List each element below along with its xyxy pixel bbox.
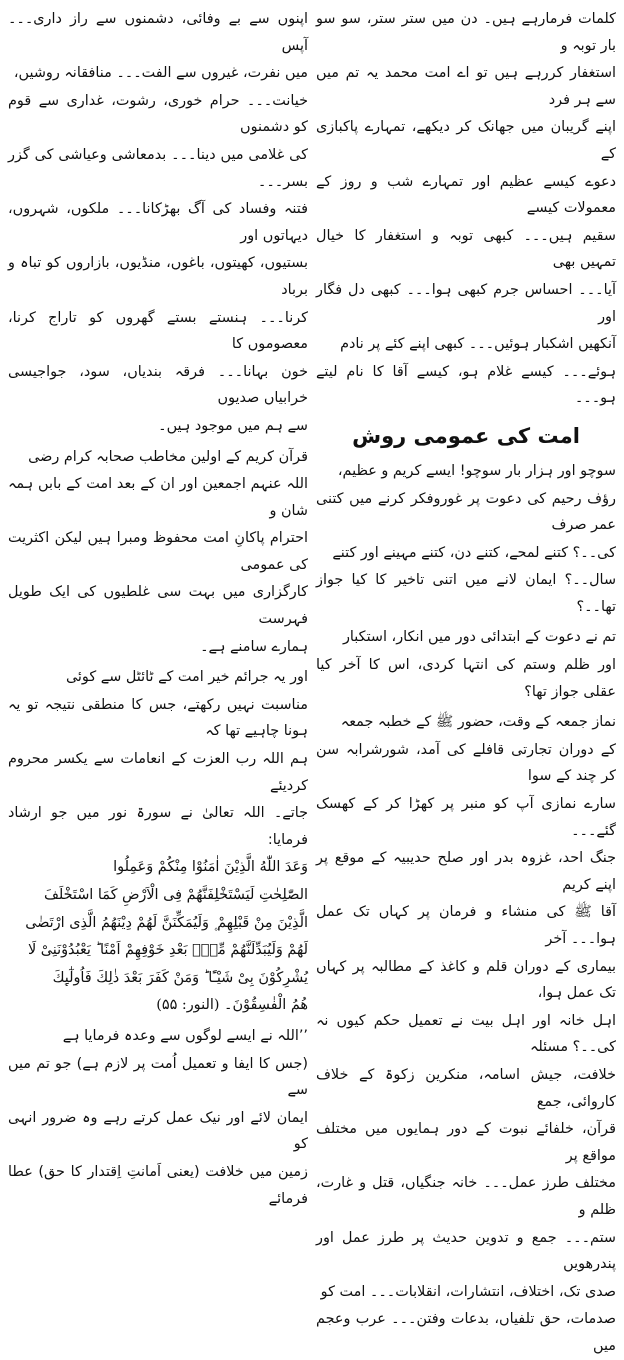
text-line: سال۔۔؟ ایمان لانے میں اتنی تاخیر کا کیا جواز تھا۔۔؟ (316, 572, 616, 615)
paragraph-history (316, 709, 616, 1359)
verse-line: لَهُمْ وَلَیُبَدِّلَنَّهُمْ مِّنْۢ بَعْدِ خَوْفِهِمْ اَمْنًا ؕ یَعْبُدُوْنَنِیْ لَا (27, 942, 308, 959)
verse-line: الصّٰلِحٰتِ لَیَسْتَخْلِفَنَّهُمْ فِی الْاَرْضِ كَمَا اسْتَخْلَفَ (43, 887, 308, 903)
text-line: بستیوں، کھیتوں، باغوں، منڈیوں، بازاروں کو تباہ و برباد (8, 255, 308, 298)
paragraph-misdeeds (8, 6, 308, 440)
text-line: اور ظلم وستم کی انتہا کردی، اس کا آخر کیا عقلی جواز تھا؟ (316, 657, 616, 700)
verse-line: الَّذِیْنَ مِنْ قَبْلِهِمْ ۪ وَلَیُمَكِّنَنَّ لَهُمْ دِیْنَهُمُ الَّذِی ارْتَضٰى (25, 914, 308, 931)
text-line: جنگ احد، غزوہ بدر اور صلح حدیبیہ کے موقع پر اپنے کریم (316, 850, 616, 893)
section-heading: امت کی عمومی روش (352, 423, 580, 448)
text-line: نماز جمعہ کے وقت، حضور ﷺ کے خطبہ جمعہ (340, 714, 616, 731)
quran-verse (8, 854, 308, 1019)
text-line: کی غلامی میں دینا۔۔۔ بدمعاشی وعیاشی کی گزر بسر۔۔۔ (8, 146, 308, 190)
text-line: صدمات، حق تلفیاں، بدعات وفتن۔۔۔ عرب وعجم میں (316, 1311, 616, 1354)
paragraph-companions (8, 444, 308, 661)
text-line: اور یہ جرائم خیر امت کے ٹائٹل سے کوئی (65, 669, 308, 686)
text-line: آقا ﷺ کی منشاء و فرمان پر کہاں تک عمل ہوا۔۔۔ آخر (316, 904, 616, 947)
text-line: کی۔۔؟ کتنے لمحے، کتنے دن، کتنے مہینے اور کتنے (332, 544, 616, 561)
text-line: آیا۔۔۔ احساس جرم کبھی ہوا۔۔۔ کبھی دل فگار اور (316, 281, 616, 325)
text-line: اہل خانہ اور اہل بیت نے تعمیل حکم کیوں نہ کی۔۔؟ مسئلہ (316, 1012, 616, 1056)
paragraph-repentance (316, 6, 616, 412)
text-line: سقیم ہیں۔۔۔ کبھی توبہ و استغفار کا خیال تمہیں بھی (316, 227, 616, 271)
text-line: اپنوں سے بے وفائی، دشمنوں سے راز داری۔۔۔ آپس (8, 11, 308, 54)
text-line: سوچو اور ہزار بار سوچو! ایسے کریم و عظیم، (337, 462, 616, 479)
text-line: بیماری کے دوران قلم و کاغذ کے مطالبہ پر کہاں تک عمل ہوا، (316, 958, 616, 1002)
text-line: خون بہانا۔۔۔ فرقہ بندیاں، سود، جواجیسی خرابیاں صدیوں (8, 363, 308, 407)
paragraph-crimes (8, 664, 308, 853)
text-line: تم نے دعوت کے ابتدائی دور میں انکار، استکبار (342, 629, 616, 646)
text-line: خلافت، جیش اسامہ، منکرین زکوۃ کے خلاف کاروائی، جمع (316, 1066, 616, 1110)
text-line: مختلف طرز عمل۔۔۔ خانہ جنگیاں، قتل و غارت، ظلم و (316, 1175, 616, 1218)
text-line: ہوئے۔۔۔ کیسے غلام ہو، کیسے آقا کا نام لیتے ہو۔۔۔ (316, 363, 616, 407)
verse-line: وَعَدَ اللّٰهُ الَّذِیْنَ اٰمَنُوْا مِنْكُمْ وَعَمِلُوا (113, 859, 308, 876)
text-line: کلمات فرمارہے ہیں۔ دن میں ستر ستر، سو سو بار توبہ و (316, 11, 616, 54)
verse-line: هُمُ الْفٰسِقُوْنَ۔ (النور: ۵۵) (156, 997, 308, 1014)
text-line: قرآن کریم کے اولین مخاطب صحابہ کرام رضی (28, 448, 308, 465)
text-line: کارگزاری میں بہت سی غلطیوں کی ایک طویل فہرست (8, 584, 308, 628)
text-line: دعوے کیسے عظیم اور تمہارے شب و روز کے معمولات کیسے (316, 173, 616, 217)
text-line: آنکھیں اشکبار ہوئیں۔۔۔ کبھی اپنے کئے پر نادم (340, 336, 616, 353)
text-line: ستم۔۔۔ جمع و تدوین حدیث پر طرز عمل اور پندرھویں (316, 1229, 616, 1273)
text-line: کے دوران تجارتی قافلے کی آمد، شورشرابہ سن کر چند کے سوا (316, 741, 616, 785)
text-line: صدی تک، اختلاف، انتشارات، انقلابات۔۔۔ امت کو (320, 1283, 616, 1300)
text-line: ہم اللہ رب العزت کے انعامات سے یکسر محروم کردیئے (8, 751, 308, 794)
text-line: اپنے گریبان میں جھانک کر دیکھے، تمہارے پاکبازی کے (316, 119, 616, 162)
text-line: ایمان لائے اور نیک عمل کرتے رہے وہ ضرور انہی کو (8, 1109, 308, 1153)
paragraph-translation (8, 1023, 308, 1212)
verse-line: یُشْرِكُوْنَ بِیْ شَیْـًٔا ؕ وَمَنْ كَفَرَ بَعْدَ ذٰلِكَ فَاُولٰٓىِٕكَ (52, 969, 308, 986)
text-line: اللہ عنہم اجمعین اور ان کے بعد امت کے بابں ہمہ شان و (8, 476, 308, 519)
text-line: زمین میں خلافت (یعنی اَمانتِ اِقتدار کا حق) عطا فرمائے (8, 1163, 308, 1207)
text-line: میں نفرت، غیروں سے الفت۔۔۔ منافقانہ روشیں، (13, 65, 308, 82)
paragraph-reflect (316, 458, 616, 621)
text-line: استغفار کررہے ہیں تو اے امت محمد یہ تم میں سے ہر فرد (316, 65, 616, 108)
text-line: رؤف رحیم کی دعوت پر غوروفکر کرنے میں کتنی عمر صرف (316, 490, 616, 534)
text-line: قرآن، خلفائے نبوت کے دور ہمایوں میں مختلف مواقع پر (316, 1121, 616, 1164)
right-column (316, 6, 616, 1354)
text-line: ’’اللہ نے ایسے لوگوں سے وعدہ فرمایا ہے (62, 1027, 308, 1044)
text-line: فتنہ وفساد کی آگ بھڑکانا۔۔۔ ملکوں، شہروں، دیہاتوں اور (8, 201, 308, 244)
text-line: ہمارے سامنے ہے۔ (200, 638, 308, 655)
text-line: سارے نمازی آپ کو منبر پر کھڑا کر کے کھسک گئے۔۔۔ (316, 796, 616, 839)
text-line: خیانت۔۔۔ حرام خوری، رشوت، غداری سے قوم کو دشمنوں (8, 92, 308, 136)
text-line: (جس کا ایفا و تعمیل اُمت پر لازم ہے) جو تم میں سے (8, 1055, 308, 1099)
text-line: سے ہم میں موجود ہیں۔ (158, 417, 308, 434)
text-line: کرنا۔۔۔ ہنستے بستے گھروں کو تاراج کرنا، معصوموں کا (8, 309, 308, 353)
text-line: احترام پاکانِ امت محفوظ ومبرا ہیں لیکن اکثریت کی عمومی (8, 530, 308, 573)
text-line: جاتے۔ اللہ تعالیٰ نے سورۃ نور میں جو ارشاد فرمایا: (8, 805, 308, 848)
paragraph-denial (316, 624, 616, 705)
text-line: مناسبت نہیں رکھتے، جس کا منطقی نتیجہ تو یہ ہونا چاہیے تھا کہ (8, 696, 308, 740)
left-column (8, 6, 308, 1207)
